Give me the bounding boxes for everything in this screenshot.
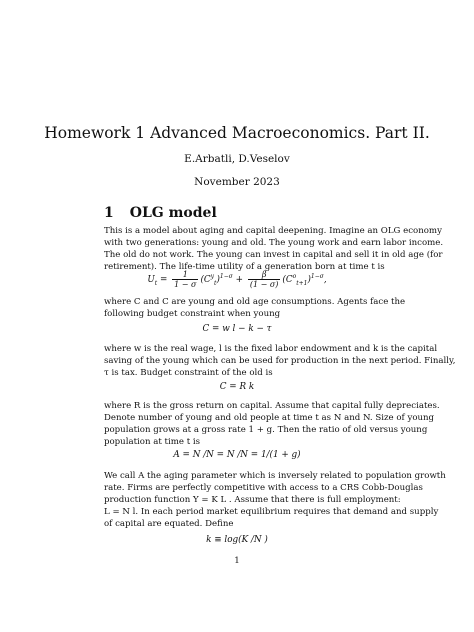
text-line: of capital are equated. Define <box>104 518 234 529</box>
text-line: where C and C are young and old age consumptions. Agents face the <box>104 297 406 307</box>
fraction: $\frac{\beta}{(1 - \sigma)}$ <box>249 270 279 289</box>
equation-log-capital: k ≡ log(K /N ) <box>206 535 268 545</box>
text-line: population grows at a gross rate 1 + g. Then the ratio of old versus young <box>104 424 428 435</box>
fraction: $\frac{1}{1 - \sigma}$ <box>174 270 197 289</box>
text-line: saving of the young which can be used for production in the next period. Finally, <box>104 355 456 366</box>
text-line: following budget constraint when young <box>104 308 281 319</box>
text-line: We call A the aging parameter which is inversely related to population growth <box>104 471 446 481</box>
text-line: where R is the gross return on capital. Assume that capital fully depreciates. <box>104 401 440 411</box>
paragraph-wage <box>104 344 456 380</box>
text-line: rate. Firms are perfectly competitive with access to a CRS Cobb-Douglas <box>104 482 423 493</box>
paper-title: Homework 1 Advanced Macroeconomics. Part II. <box>44 124 430 142</box>
text-line: with two generations: young and old. The young work and earn labor income. <box>104 237 444 248</box>
paragraph-aging <box>104 471 446 531</box>
paragraph-intro <box>104 226 444 274</box>
paragraph-return <box>104 401 440 449</box>
text-line: production function Y = K L . Assume that there is full employment: <box>104 494 401 505</box>
text-line: retirement). The life-time utility of a generation born at time t is <box>104 261 385 272</box>
equation-aging: A = N /N = N /N = 1/(1 + g) <box>173 450 301 460</box>
text-line: where w is the real wage, l is the fixed labor endowment and k is the capital <box>104 344 438 354</box>
equation-budget-old: C = R k <box>219 382 255 392</box>
text-line: Denote number of young and old people at time t as N and N. Size of young <box>104 412 435 423</box>
text-line: population at time t is <box>104 436 201 447</box>
page-number: 1 <box>234 556 240 566</box>
paper-date: November 2023 <box>194 176 280 188</box>
text-line: τ is tax. Budget constraint of the old is <box>104 367 273 378</box>
section-title: OLG model <box>129 205 217 221</box>
paragraph-consumption <box>104 297 406 321</box>
text-line: The old do not work. The young can invest in capital and sell it in old age (for <box>104 249 443 260</box>
text-line: L = N l. In each period market equilibrium requires that demand and supply <box>104 506 439 517</box>
section-heading <box>104 205 217 221</box>
equation-budget-young: C = w l − k − τ <box>202 324 272 334</box>
paper-authors: E.Arbatli, D.Veselov <box>184 153 290 165</box>
equation-utility: $U_t$ = $\frac{1}{1 - \sigma}$ $(C^y_t)^{1-\sigma}$ + $\frac{\beta}{(1 - \sigma)}$ $(C^o_{t+1})^{1-\sigma}$, <box>147 270 327 289</box>
section-number: 1 <box>104 205 114 221</box>
text-line: This is a model about aging and capital deepening. Imagine an OLG economy <box>104 226 442 236</box>
